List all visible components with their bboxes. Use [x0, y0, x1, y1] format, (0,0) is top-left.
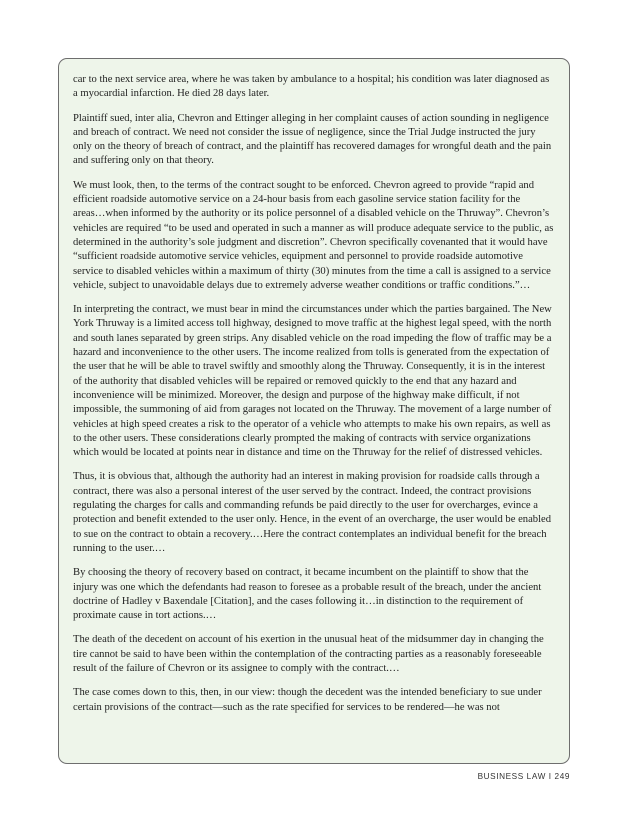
- case-excerpt-box: [58, 58, 570, 764]
- case-paragraph-5: Thus, it is obvious that, although the authority had an interest in making provision for roadside calls through a contract, there was also a personal interest of the user served by the contract. Indeed, the contract provisions regulating the charges for calls and commanding refunds be paid directly to the user for overcharges, evince a protection and benefit extended to the user only. Hence, in the event of an overcharge, the user would be enabled to sue on the contract to obtain a recovery.…Here the contract contemplates an individual benefit for the breach running to the user.…: [73, 471, 552, 554]
- case-paragraph-6: By choosing the theory of recovery based on contract, it became incumbent on the plaintiff to show that the injury was one which the defendants had reason to foresee as a probable result of the breach, under the ancient doctrine of Hadley v Baxendale [Citation], and the cases following it…in distinction to the requirement of proximate cause in tort actions.…: [73, 567, 542, 622]
- page-footer: BUSINESS LAW I 249: [477, 772, 570, 781]
- case-paragraph-7: The death of the decedent on account of his exertion in the unusual heat of the midsummer day in changing the tire cannot be said to have been within the contemplation of the contracting parties as a reasonably foreseeable result of the failure of Chevron or its assignee to comply with the contract.…: [73, 634, 544, 674]
- case-paragraph-2: Plaintiff sued, inter alia, Chevron and Ettinger alleging in her complaint causes of action sounding in negligence and breach of contract. We need not consider the issue of negligence, since the Trial Judge instructed the jury only on the theory of breach of contract, and the plaintiff has recovered damages for wrongful death and the pain and suffering only on that theory.: [73, 112, 552, 167]
- case-paragraph-4: In interpreting the contract, we must bear in mind the circumstances under which the parties bargained. The New York Thruway is a limited access toll highway, designed to move traffic at the highest legal speed, with the north and south lanes separated by green strips. Any disabled vehicle on the road impeding the flow of traffic may be a hazard and inconvenience to the other users. The income realized from tolls is generated from the expectation of the user that he will be able to travel swiftly and smoothly along the Thruway. Consequently, it is in the interest of the authority that disabled vehicles will be repaired or removed quickly to the end that any hazard and inconvenience will be minimized. Moreover, the design and purpose of the highway make difficult, if not impossible, the summoning of aid from garages not located on the Thruway. The movement of a large number of vehicles at high speed creates a risk to the operator of a vehicle who attempts to make his own repairs, as well as to the other users. These considerations clearly prompted the making of contracts with service organizations which would be located at points near in distance and time on the Thruway for the relief of distressed vehicles.: [73, 304, 552, 459]
- case-paragraph-3: We must look, then, to the terms of the contract sought to be enforced. Chevron agreed to provide “rapid and efficient roadside automotive service on a 24-hour basis from each gasoline service station facility for the areas…when informed by the authority or its police personnel of a disabled vehicle on the Thruway”. Chevron’s vehicles are required “to be used and operated in such a manner as will produce adequate service to the public, as determined in the authority’s sole judgment and discretion”. Chevron specifically covenanted that it would have “sufficient roadside automotive service vehicles, equipment and personnel to provide roadside automotive service to disabled vehicles within a maximum of thirty (30) minutes from the time a call is assigned to a service vehicle, subject to unavoidable delays due to extremely adverse weather conditions or traffic conditions.”…: [73, 179, 554, 291]
- case-paragraph-8: The case comes down to this, then, in our view: though the decedent was the intended beneficiary to sue under certain provisions of the contract—such as the rate specified for services to be rendered—he was not: [73, 687, 542, 713]
- case-paragraph-1: car to the next service area, where he was taken by ambulance to a hospital; his condition was later diagnosed as a myocardial infarction. He died 28 days later.: [73, 74, 550, 100]
